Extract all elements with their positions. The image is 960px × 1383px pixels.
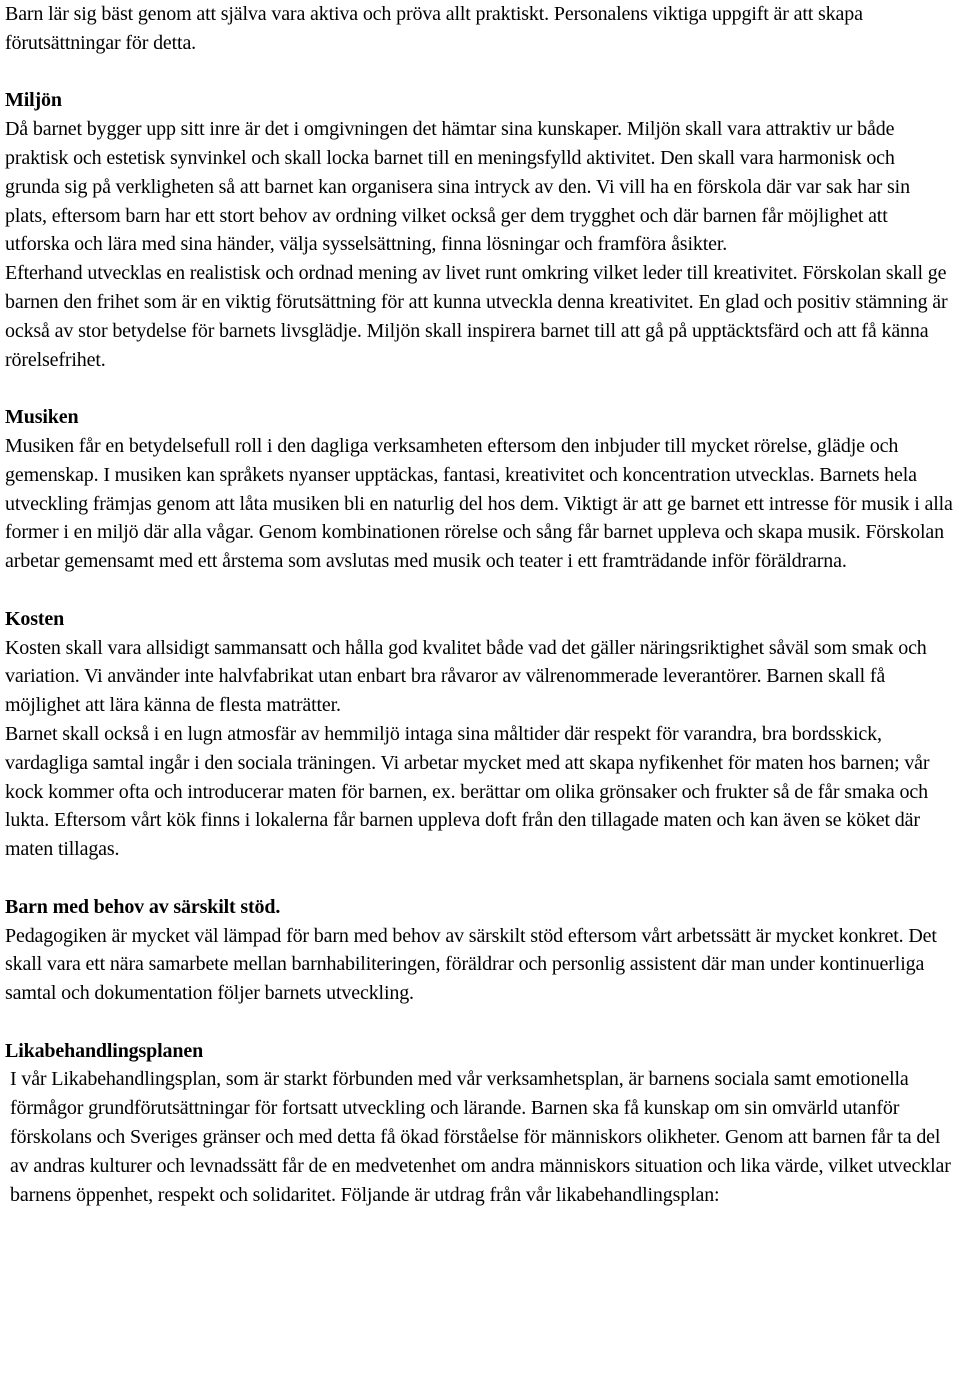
section-heading-miljon: Miljön — [5, 89, 62, 112]
section-heading-musiken: Musiken — [5, 406, 79, 429]
section-body-miljon-2: Efterhand utvecklas en realistisk och ordnad mening av livet runt omkring vilket leder till kreativitet. Förskolan skall ge barnen den frihet som är en viktig förutsättning för att kunna utveckla denna kreativitet. En glad och positiv stämning är också av stor betydelse för barnets livsglädje. Miljön skall inspirera barnet till att gå på upptäcktsfärd och att få känna rörelsefrihet. — [5, 262, 948, 371]
section-body-likabehandlingsplanen: I vår Likabehandlingsplan, som är starkt förbunden med vår verksamhetsplan, är barnens sociala samt emotionella förmågor grundförutsättningar för fortsatt utveckling och lärande. Barnen ska få kunskap om sin omvärld utanför förskolans och Sveriges gränser och med detta få ökad förståelse för människors olikheter. Genom att barnen får ta del av andras kulturer och levnadssätt får de en medvetenhet om andra människors situation och lika värde, vilket utvecklar barnens öppenhet, respekt och solidaritet. Följande är utdrag från vår likabehandlingsplan: — [10, 1068, 951, 1206]
section-heading-sarskilt-stod: Barn med behov av särskilt stöd. — [5, 895, 281, 918]
section-body-musiken: Musiken får en betydelsefull roll i den dagliga verksamheten eftersom den inbjuder till mycket rörelse, glädje och gemenskap. I musiken kan språkets nyanser upptäckas, fantasi, kreativitet och koncentration utvecklas. Barnets hela utveckling främjas genom att låta musiken bli en naturlig del hos dem. Viktigt är att ge barnet ett intresse för musik i alla former i en miljö där alla vågar. Genom kombinationen rörelse och sång får barnet uppleva och skapa musik. Förskolan arbetar gemensamt med ett årstema som avslutas med musik och teater i ett framträdande inför föräldrarna. — [5, 434, 953, 573]
section-heading-likabehandlingsplanen: Likabehandlingsplanen — [5, 1039, 204, 1062]
section-musiken — [5, 403, 954, 576]
section-body-sarskilt-stod: Pedagogiken är mycket väl lämpad för barn med behov av särskilt stöd eftersom vårt arbetssätt är mycket konkret. Det skall vara ett nära samarbete mellan barnhabiliteringen, föräldrar och personlig assistent där man under kontinuerliga samtal och dokumentation följer barnets utveckling. — [5, 924, 937, 1005]
section-sarskilt-stod — [5, 893, 954, 1008]
section-body-kosten: Kosten skall vara allsidigt sammansatt och hålla god kvalitet både vad det gäller näringsriktighet såväl som smak och variation. Vi använder inte halvfabrikat utan enbart bra råvaror av välrenommerade leverantörer. Barnen skall få möjlighet att lära känna de flesta maträtter. — [5, 636, 927, 717]
intro-paragraph: Barn lär sig bäst genom att själva vara aktiva och pröva allt praktiskt. Personalens viktiga uppgift är att skapa förutsättningar för detta. — [5, 3, 863, 54]
section-body-miljon: Då barnet bygger upp sitt inre är det i omgivningen det hämtar sina kunskaper. Miljön skall vara attraktiv ur både praktisk och estetisk synvinkel och skall locka barnet till en meningsfylld aktivitet. Den skall vara harmonisk och grunda sig på verkligheten så att barnet kan organisera sina intryck av den. Vi vill ha en förskola där var sak har sin plats, eftersom barn har ett stort behov av ordning vilket också ger dem trygghet och där barnen får möjlighet att utforska och lära med sina händer, välja sysselsättning, finna lösningar och framföra åsikter. — [5, 118, 910, 256]
section-kosten — [5, 605, 954, 864]
section-heading-kosten: Kosten — [5, 607, 65, 630]
section-miljon — [5, 86, 954, 374]
section-likabehandlingsplanen — [5, 1037, 954, 1210]
section-body-kosten-2: Barnet skall också i en lugn atmosfär av hemmiljö intaga sina måltider där respekt för varandra, bra bordsskick, vardagliga samtal ingår i den sociala träningen. Vi arbetar mycket med att skapa nyfikenhet för maten hos barnen; vår kock kommer ofta och introducerar maten för barnen, ex. berättar om olika grönsaker och frukter så de får smaka och lukta. Eftersom vårt kök finns i lokalerna får barnen uppleva doft från den tillagade maten och kan även se köket där maten tillagas. — [5, 722, 930, 861]
